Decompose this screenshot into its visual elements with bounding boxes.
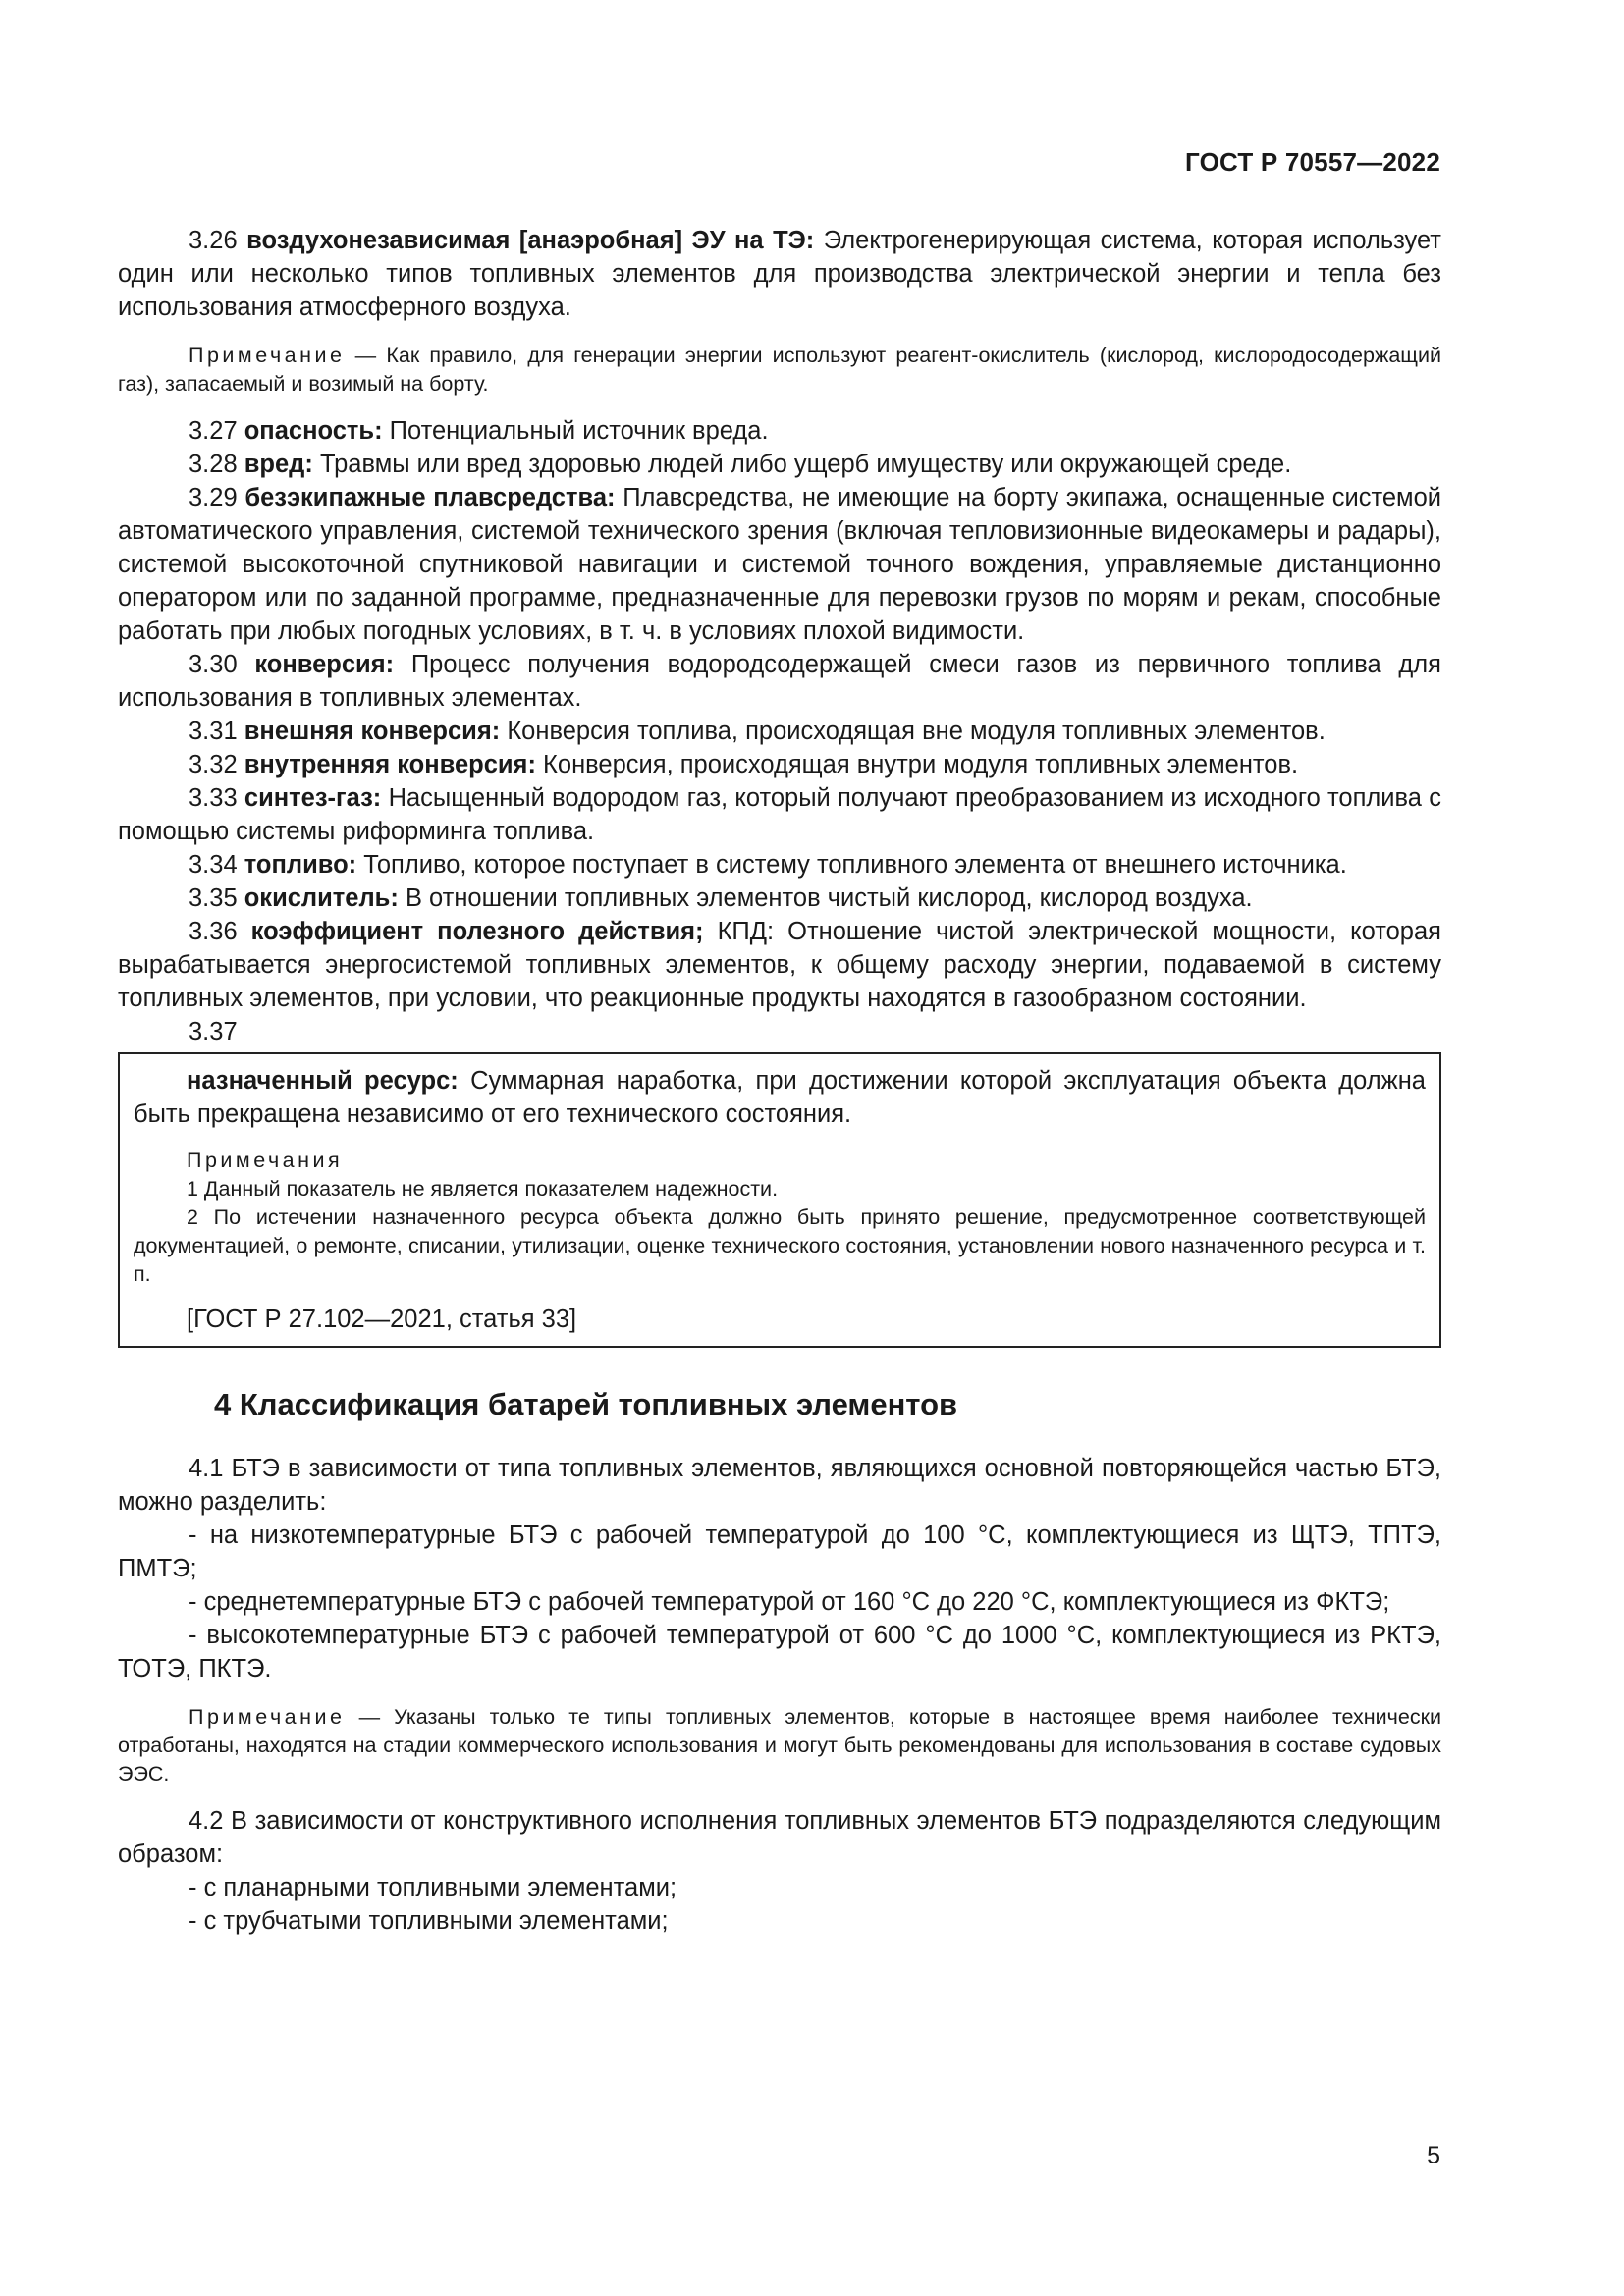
note-text: — Указаны только те типы топливных элементов, которые в настоящее время наиболее технически отработаны, находятся на стадии коммерческого использования и могут быть рекомендованы для использования в составе судовых ЭЭС. bbox=[118, 1705, 1441, 1786]
list-item: - высокотемпературные БТЭ с рабочей температурой от 600 °С до 1000 °С, комплектующиеся из РКТЭ, ТОТЭ, ПКТЭ. bbox=[118, 1622, 1441, 1682]
term-definition: Процесс получения водородсодержащей смеси газов из первичного топлива для использования в топливных элементах. bbox=[118, 651, 1441, 712]
note-2: 2 По истечении назначенного ресурса объекта должно быть принято решение, предусмотренное соответствующей документацией, о ремонте, списании, утилизации, оценке технического состояния, установлении нового назначенного ресурса и т. п. bbox=[134, 1205, 1426, 1286]
clause-4-1: 4.1 БТЭ в зависимости от типа топливных элементов, являющихся основной повторяющейся частью БТЭ, можно разделить: bbox=[118, 1455, 1441, 1516]
term-name: конверсия: bbox=[254, 651, 395, 678]
term-3-30 bbox=[118, 648, 1441, 715]
term-definition: Конверсия топлива, происходящая вне модуля топливных элементов. bbox=[507, 718, 1326, 745]
term-definition: Топливо, которое поступает в систему топливного элемента от внешнего источника. bbox=[363, 851, 1347, 879]
note-1: 1 Данный показатель не является показателем надежности. bbox=[187, 1177, 779, 1201]
term-number: 3.32 bbox=[189, 751, 238, 778]
clause-4-2: 4.2 В зависимости от конструктивного исполнения топливных элементов БТЭ подразделяются следующим образом: bbox=[118, 1807, 1441, 1868]
note-4-1 bbox=[118, 1703, 1441, 1789]
list-item: - с трубчатыми топливными элементами; bbox=[189, 1907, 669, 1935]
notes-label: Примечания bbox=[187, 1148, 344, 1172]
term-name: внешняя конверсия: bbox=[244, 718, 501, 745]
term-3-36 bbox=[118, 915, 1441, 1015]
term-3-37-number: 3.37 bbox=[189, 1018, 238, 1045]
term-number: 3.29 bbox=[189, 484, 238, 511]
note-3-26 bbox=[118, 342, 1441, 399]
term-number: 3.35 bbox=[189, 884, 238, 912]
term-3-26 bbox=[118, 224, 1441, 324]
term-definition: В отношении топливных элементов чистый кислород, кислород воздуха. bbox=[405, 884, 1253, 912]
term-3-31 bbox=[118, 715, 1441, 748]
term-definition: КПД: Отношение чистой электрической мощности, которая вырабатывается энергосистемой топливных элементов, к общему расходу энергии, подаваемой в систему топливных элементов, при условии, что реакционные продукты находятся в газообразном состоянии. bbox=[118, 918, 1441, 1012]
term-name: вред: bbox=[244, 451, 313, 478]
term-3-37-box bbox=[118, 1052, 1441, 1348]
note-label: Примечание bbox=[189, 1705, 346, 1729]
term-name: синтез-газ: bbox=[244, 784, 382, 812]
term-definition: Плавсредства, не имеющие на борту экипажа, оснащенные системой автоматического управления, системой технического зрения (включая тепловизионные видеокамеры и радары), системой высокоточной спутниковой навигации и системой точного вождения, управляемые дистанционно оператором или по заданной программе, предназначенные для перевозки грузов по морям и рекам, способные работать при любых погодных условиях, в т. ч. в условиях плохой видимости. bbox=[118, 484, 1441, 645]
page-content bbox=[118, 224, 1441, 1938]
list-item: - среднетемпературные БТЭ с рабочей температурой от 160 °С до 220 °С, комплектующиеся из ФКТЭ; bbox=[189, 1588, 1390, 1616]
term-definition: Потенциальный источник вреда. bbox=[389, 417, 769, 445]
term-name: топливо: bbox=[244, 851, 357, 879]
term-definition: Конверсия, происходящая внутри модуля топливных элементов. bbox=[543, 751, 1299, 778]
term-number: 3.31 bbox=[189, 718, 238, 745]
term-number: 3.34 bbox=[189, 851, 238, 879]
term-3-28 bbox=[118, 448, 1441, 481]
term-name: назначенный ресурс: bbox=[187, 1067, 459, 1095]
term-3-29 bbox=[118, 481, 1441, 648]
term-name: коэффициент полезного действия; bbox=[250, 918, 704, 945]
term-number: 3.30 bbox=[189, 651, 238, 678]
term-number: 3.33 bbox=[189, 784, 238, 812]
page-number: 5 bbox=[1427, 2142, 1440, 2169]
standard-code-header: ГОСТ Р 70557—2022 bbox=[1185, 147, 1440, 177]
term-3-27 bbox=[118, 414, 1441, 448]
note-text: — Как правило, для генерации энергии используют реагент-окислитель (кислород, кислородосодержащий газ), запасаемый и возимый на борту. bbox=[118, 344, 1441, 396]
term-number: 3.36 bbox=[189, 918, 238, 945]
term-3-34 bbox=[118, 848, 1441, 881]
term-number: 3.28 bbox=[189, 451, 238, 478]
term-name: окислитель: bbox=[244, 884, 399, 912]
term-3-32 bbox=[118, 748, 1441, 781]
term-definition: Травмы или вред здоровью людей либо ущерб имуществу или окружающей среде. bbox=[319, 451, 1292, 478]
term-definition: Насыщенный водородом газ, который получают преобразованием из исходного топлива с помощью системы риформинга топлива. bbox=[118, 784, 1441, 845]
term-name: внутренняя конверсия: bbox=[244, 751, 536, 778]
term-number: 3.27 bbox=[189, 417, 238, 445]
term-3-33 bbox=[118, 781, 1441, 848]
term-name: безэкипажные плавсредства: bbox=[244, 484, 616, 511]
list-item: - с планарными топливными элементами; bbox=[189, 1874, 677, 1901]
source-reference: [ГОСТ Р 27.102—2021, статья 33] bbox=[187, 1306, 577, 1333]
term-number: 3.26 bbox=[189, 227, 238, 254]
term-name: воздухонезависимая [анаэробная] ЭУ на ТЭ: bbox=[246, 227, 815, 254]
term-definition: Электрогенерирующая система, которая использует один или несколько типов топливных элементов для производства электрической энергии и тепла без использования атмосферного воздуха. bbox=[118, 227, 1441, 321]
term-definition: Суммарная наработка, при достижении которой эксплуатация объекта должна быть прекращена независимо от его технического состояния. bbox=[134, 1067, 1426, 1128]
note-label: Примечание bbox=[189, 344, 346, 367]
term-3-35 bbox=[118, 881, 1441, 915]
term-3-37 bbox=[134, 1064, 1426, 1131]
term-name: опасность: bbox=[244, 417, 383, 445]
section-title: 4 Классификация батарей топливных элементов bbox=[214, 1387, 958, 1421]
list-item: - на низкотемпературные БТЭ с рабочей температурой до 100 °С, комплектующиеся из ЩТЭ, ТПТЭ, ПМТЭ; bbox=[118, 1522, 1441, 1582]
